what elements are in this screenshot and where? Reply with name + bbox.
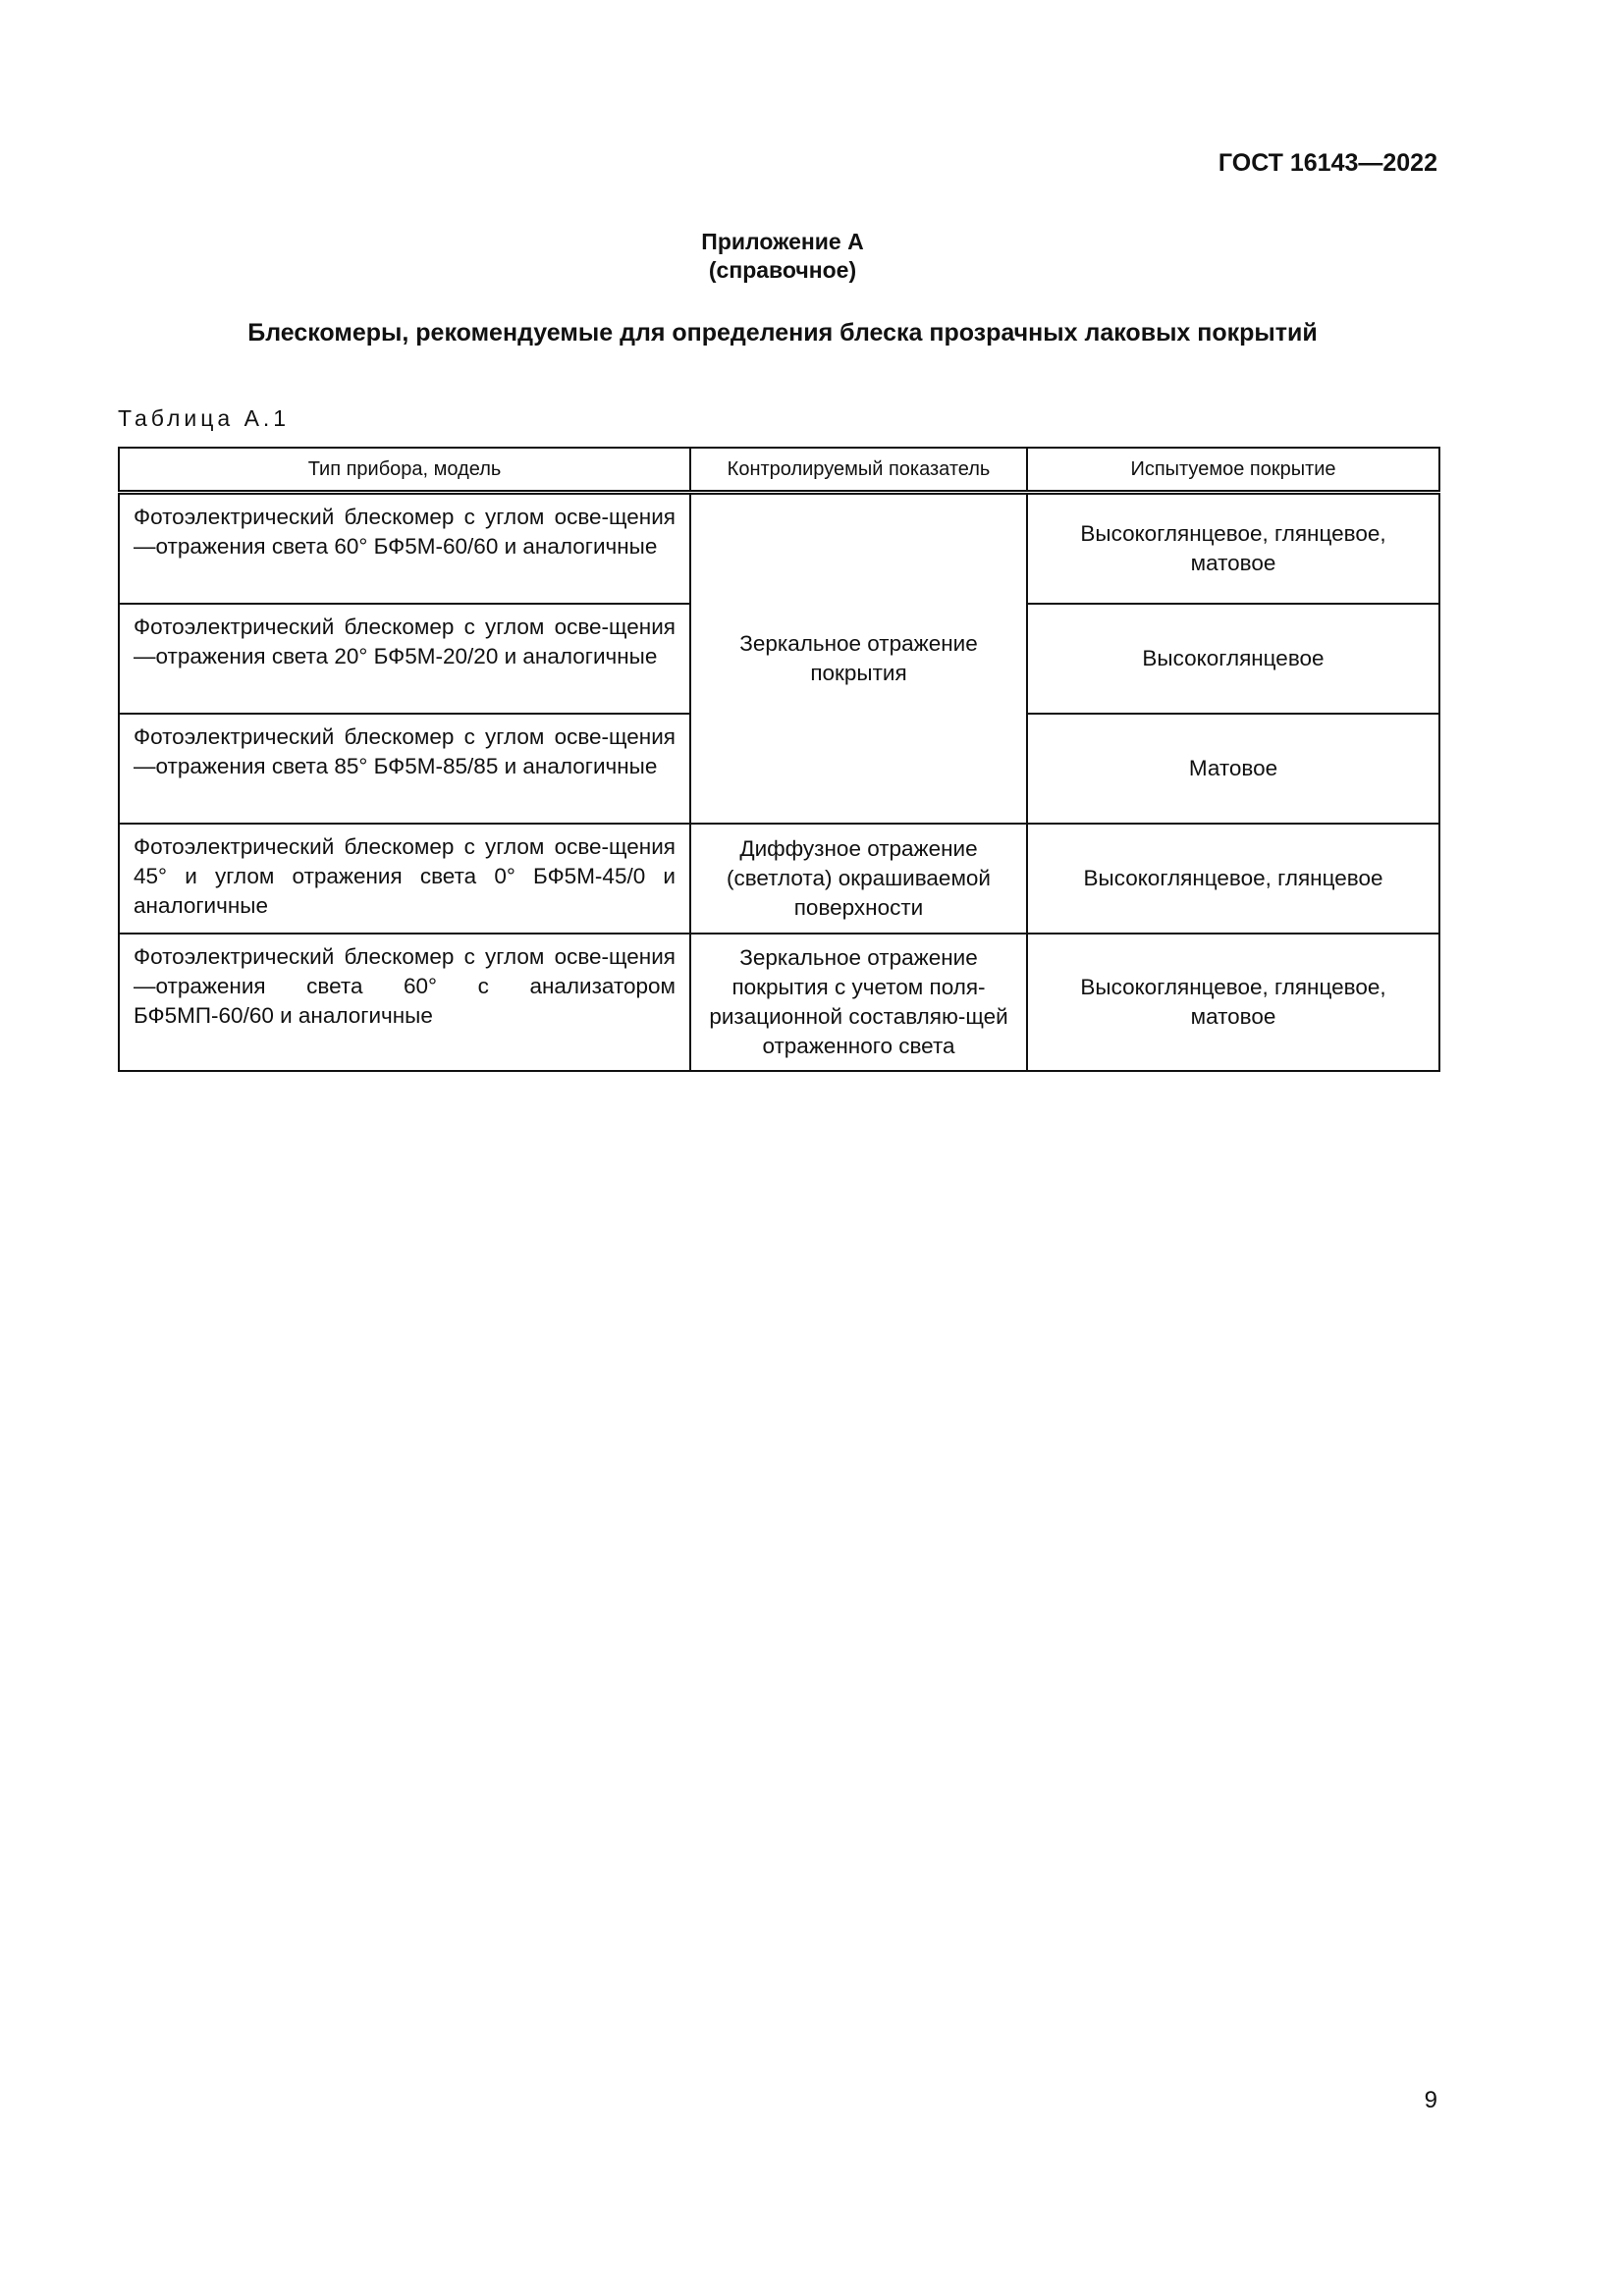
page-title: Блескомеры, рекомендуемые для определения блеска прозрачных лаковых покрытий bbox=[247, 319, 1318, 347]
indicator-cell: Зеркальное отражение покрытия bbox=[690, 493, 1027, 825]
column-header-device: Тип прибора, модель bbox=[119, 448, 690, 493]
coating-cell: Матовое bbox=[1027, 714, 1439, 824]
device-cell: Фотоэлектрический блескомер с углом осве-щения—отражения света 20° БФ5М-20/20 и аналогичные bbox=[119, 604, 690, 714]
document-id: ГОСТ 16143—2022 bbox=[1218, 149, 1437, 177]
column-header-coating: Испытуемое покрытие bbox=[1027, 448, 1439, 493]
coating-cell: Высокоглянцевое, глянцевое, матовое bbox=[1027, 493, 1439, 605]
table-row bbox=[119, 934, 1439, 1071]
gloss-meter-table bbox=[118, 447, 1440, 1072]
coating-cell: Высокоглянцевое, глянцевое, матовое bbox=[1027, 934, 1439, 1071]
appendix-heading bbox=[0, 228, 1565, 285]
device-cell: Фотоэлектрический блескомер с углом осве-щения—отражения света 60° с анализатором БФ5МП-60/60 и аналогичные bbox=[119, 934, 690, 1071]
device-cell: Фотоэлектрический блескомер с углом осве-щения 45° и углом отражения света 0° БФ5М-45/0 и аналогичные bbox=[119, 824, 690, 934]
column-header-indicator: Контролируемый показатель bbox=[690, 448, 1027, 493]
indicator-cell: Диффузное отражение (светлота) окрашиваемой поверхности bbox=[690, 824, 1027, 934]
device-cell: Фотоэлектрический блескомер с углом осве-щения—отражения света 60° БФ5М-60/60 и аналогичные bbox=[119, 493, 690, 605]
table-row bbox=[119, 824, 1439, 934]
appendix-title: Приложение А bbox=[701, 229, 864, 254]
table-label: Таблица А.1 bbox=[118, 405, 291, 431]
indicator-cell: Зеркальное отражение покрытия с учетом поля-ризационной составляю-щей отраженного света bbox=[690, 934, 1027, 1071]
appendix-subtitle: (справочное) bbox=[708, 257, 857, 283]
page-number: 9 bbox=[1424, 2087, 1437, 2113]
coating-cell: Высокоглянцевое bbox=[1027, 604, 1439, 714]
coating-cell: Высокоглянцевое, глянцевое bbox=[1027, 824, 1439, 934]
table-row bbox=[119, 493, 1439, 605]
device-cell: Фотоэлектрический блескомер с углом осве-щения—отражения света 85° БФ5М-85/85 и аналогичные bbox=[119, 714, 690, 824]
table-header-row bbox=[119, 448, 1439, 493]
